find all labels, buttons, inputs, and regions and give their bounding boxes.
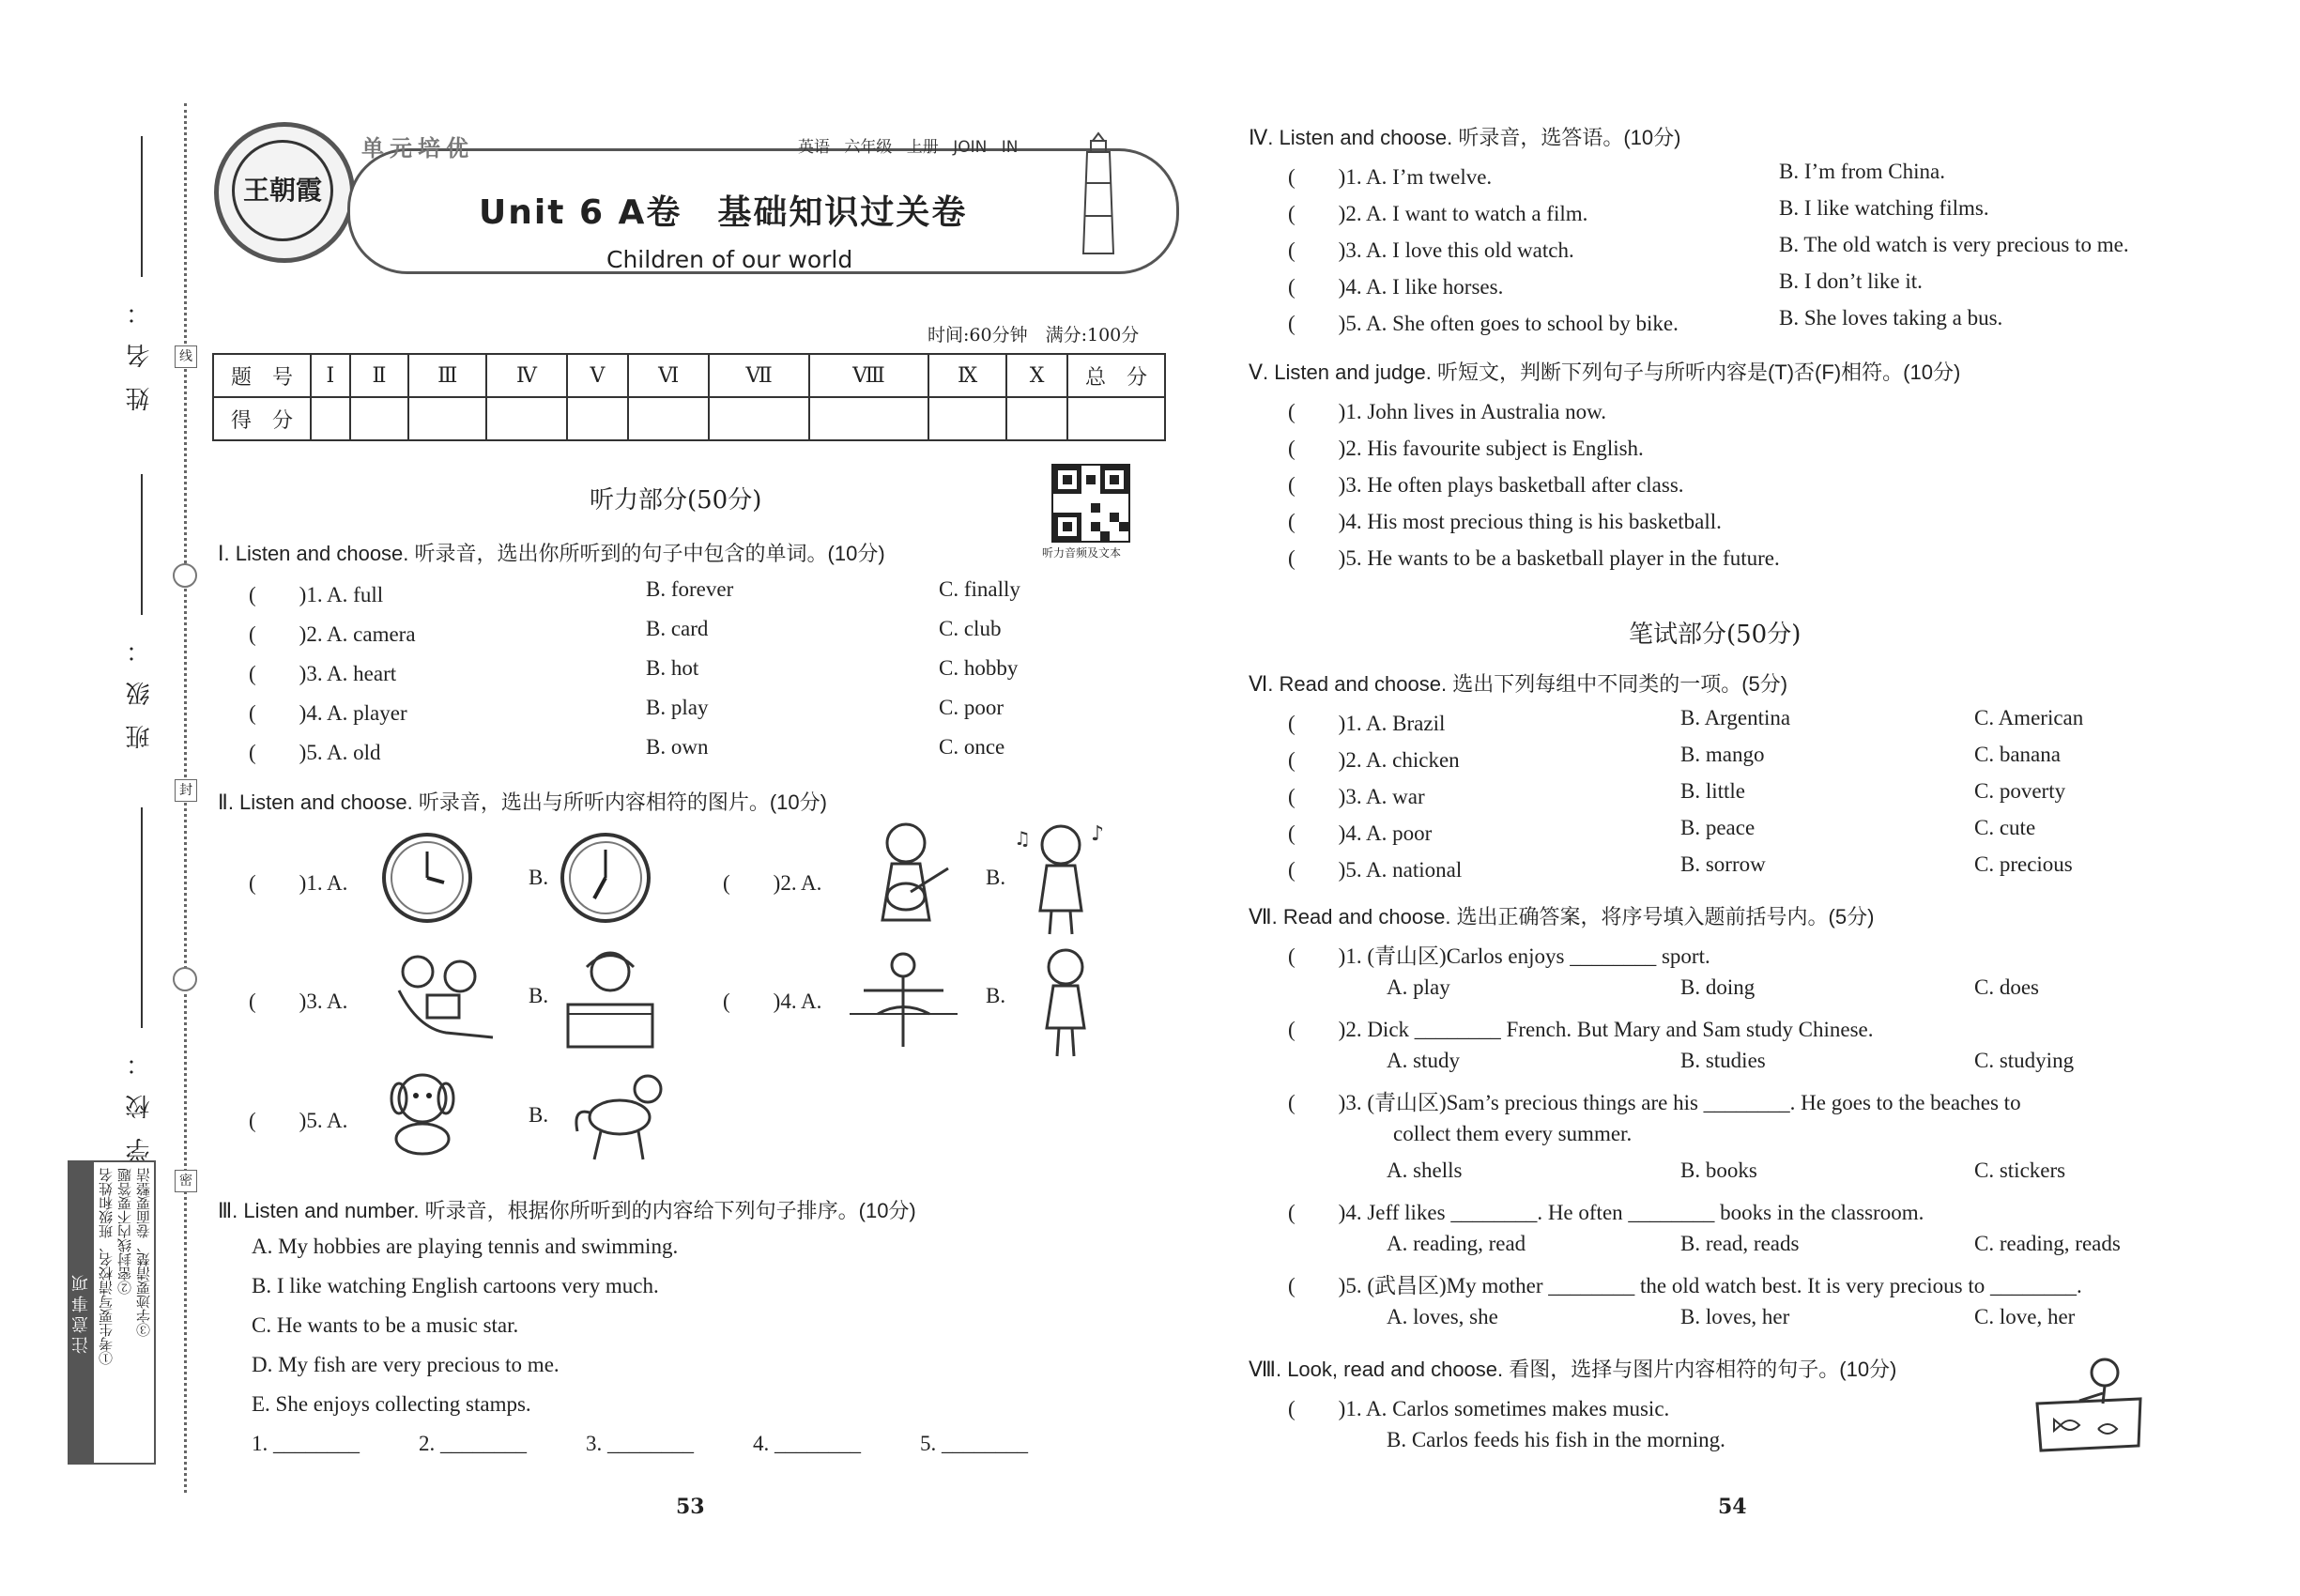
s1-q5: ( )5. A. old — [249, 741, 381, 764]
name-line — [141, 136, 143, 277]
s7-q3-b: B. books — [1680, 1159, 1757, 1182]
score-cell[interactable] — [408, 397, 486, 440]
score-table-header-row — [213, 354, 1165, 397]
s1-q1: ( )1. A. full — [249, 583, 384, 606]
s6-q3-b: B. little — [1680, 779, 1745, 803]
s1-q5-c: C. once — [939, 735, 1005, 759]
table-cell: Ⅶ — [709, 354, 809, 397]
book-meta: 英语 六年级 上册 JOIN IN — [798, 138, 1019, 157]
s6-q1: ( )1. A. Brazil — [1288, 712, 1446, 735]
s6-q5: ( )5. A. national — [1288, 858, 1463, 882]
s4-q4-a: ( )4. A. I like horses. — [1288, 275, 1504, 299]
table-cell: Ⅳ — [486, 354, 567, 397]
table-cell: 得 分 — [213, 397, 311, 440]
s6-q2-c: C. banana — [1974, 743, 2061, 766]
puppy-image — [380, 1066, 465, 1159]
svg-text:♫: ♫ — [1014, 827, 1031, 850]
s6-q5-c: C. precious — [1974, 852, 2073, 876]
table-cell: Ⅴ — [567, 354, 628, 397]
score-cell[interactable] — [567, 397, 628, 440]
series-label: 单元培优 — [361, 135, 474, 161]
score-table — [212, 353, 1166, 441]
s7-q5: ( )5. (武昌区)My mother ________ the old watch best. It is very precious to ________. — [1288, 1274, 2082, 1297]
s1-q3-c: C. hobby — [939, 656, 1019, 680]
s5-q3: ( )3. He often plays basketball after class. — [1288, 473, 1684, 497]
s1-q5-b: B. own — [646, 735, 709, 759]
s8-q1-a: ( )1. A. Carlos sometimes makes music. — [1288, 1397, 1670, 1420]
s4-q2-a: ( )2. A. I want to watch a film. — [1288, 202, 1588, 225]
s2-q5-b-label: B. — [529, 1103, 549, 1127]
s7-q1-a: A. play — [1387, 975, 1450, 999]
school-line — [141, 807, 143, 1028]
qr-code — [1051, 464, 1130, 543]
s2-q4-a-label: ( )4. A. — [723, 990, 822, 1013]
s6-q4-c: C. cute — [1974, 816, 2036, 839]
score-cell[interactable] — [311, 397, 350, 440]
score-cell[interactable] — [809, 397, 928, 440]
page-number-left: 53 — [676, 1495, 705, 1519]
ballet-dancer-image — [845, 948, 962, 1051]
s4-q1-b: B. I’m from China. — [1779, 160, 1945, 183]
s7-q1: ( )1. (青山区)Carlos enjoys ________ sport. — [1288, 944, 1710, 968]
girl-standing-image — [1033, 944, 1098, 1061]
s3-blank-4[interactable]: 4. ________ — [753, 1432, 861, 1455]
section-3-heading: Ⅲ. Listen and number. 听录音，根据你所听到的内容给下列句子排序。(10分) — [218, 1199, 916, 1222]
lighthouse-icon — [1080, 131, 1117, 258]
s5-q2: ( )2. His favourite subject is English. — [1288, 437, 1644, 460]
clock-image — [559, 831, 652, 925]
s7-q2-c: C. studying — [1974, 1049, 2075, 1072]
s1-q4: ( )4. A. player — [249, 701, 407, 725]
s2-q3-b-label: B. — [529, 984, 549, 1007]
table-cell: Ⅵ — [628, 354, 709, 397]
seal-circle-mark — [173, 563, 197, 588]
s4-q3-a: ( )3. A. I love this old watch. — [1288, 238, 1574, 262]
girl-singing-image — [1004, 817, 1117, 939]
s7-q1-b: B. doing — [1680, 975, 1756, 999]
score-cell[interactable] — [1006, 397, 1067, 440]
s2-q2-a-label: ( )2. A. — [723, 871, 822, 895]
s7-q3-a: A. shells — [1387, 1159, 1463, 1182]
s7-q1-c: C. does — [1974, 975, 2039, 999]
score-cell[interactable] — [350, 397, 408, 440]
score-table-score-row — [213, 397, 1165, 440]
section-5-heading: Ⅴ. Listen and judge. 听短文，判断下列句子与所听内容是(T)否(F)相符。(10分) — [1249, 361, 1961, 384]
school-label: 学校： — [126, 1033, 154, 1162]
s3-item-e: E. She enjoys collecting stamps. — [252, 1392, 531, 1416]
qr-code-icon — [1053, 466, 1128, 541]
section-1-heading: Ⅰ. Listen and choose. 听录音，选出你所听到的句子中包含的单词。(10分) — [218, 542, 885, 565]
s6-q2: ( )2. A. chicken — [1288, 748, 1460, 772]
notes-title: 注意事项 — [69, 1162, 94, 1463]
seal-char-mi: 密 — [175, 1170, 197, 1192]
s6-q3: ( )3. A. war — [1288, 785, 1425, 808]
s1-q2: ( )2. A. camera — [249, 622, 416, 646]
s3-blank-2[interactable]: 2. ________ — [419, 1432, 527, 1455]
s7-q2-a: A. study — [1387, 1049, 1460, 1072]
notes-box — [68, 1160, 156, 1465]
s6-q4-b: B. peace — [1680, 816, 1756, 839]
s7-q2-b: B. studies — [1680, 1049, 1766, 1072]
s7-q2: ( )2. Dick ________ French. But Mary and Sam study Chinese. — [1288, 1018, 1874, 1041]
s4-q1-a: ( )1. A. I’m twelve. — [1288, 165, 1493, 189]
table-cell: Ⅸ — [928, 354, 1006, 397]
s4-q5-b: B. She loves taking a bus. — [1779, 306, 2003, 330]
table-cell: 题 号 — [213, 354, 311, 397]
time-info: 时间:60分钟 满分:100分 — [928, 325, 1140, 345]
reading-people-image — [380, 944, 502, 1047]
s1-q4-c: C. poor — [939, 696, 1004, 719]
s3-blank-3[interactable]: 3. ________ — [586, 1432, 694, 1455]
s1-q3: ( )3. A. heart — [249, 662, 397, 685]
brand-logo — [214, 122, 355, 263]
boy-fish-tank-image — [2028, 1352, 2150, 1455]
writing-title: 笔试部分(50分) — [1629, 621, 1802, 649]
page-title: Unit 6 A卷 基础知识过关卷 — [479, 193, 968, 232]
s6-q5-b: B. sorrow — [1680, 852, 1766, 876]
pony-image — [568, 1066, 671, 1164]
seal-circle-mark — [173, 967, 197, 991]
s4-q5-a: ( )5. A. She often goes to school by bike. — [1288, 312, 1679, 335]
s5-q4: ( )4. His most precious thing is his basketball. — [1288, 510, 1722, 533]
name-label: 姓名： — [126, 282, 154, 411]
section-8-heading: Ⅷ. Look, read and choose. 看图，选择与图片内容相符的句子。(10分) — [1249, 1358, 1897, 1381]
s1-q1-b: B. forever — [646, 577, 734, 601]
class-line — [141, 474, 143, 615]
table-cell: Ⅹ — [1006, 354, 1067, 397]
s3-item-d: D. My fish are very precious to me. — [252, 1353, 560, 1376]
s3-item-a: A. My hobbies are playing tennis and swimming. — [252, 1235, 679, 1258]
s7-q5-b: B. loves, her — [1680, 1305, 1790, 1328]
note-2: ②密封线内不要答题 — [116, 1168, 133, 1295]
note-1: ①考生要写清校名、班级和姓名 — [98, 1168, 115, 1365]
s1-q1-c: C. finally — [939, 577, 1020, 601]
s7-q3-cont: collect them every summer. — [1393, 1122, 1633, 1145]
s1-q2-c: C. club — [939, 617, 1002, 640]
s1-q3-b: B. hot — [646, 656, 699, 680]
s4-q4-b: B. I don’t like it. — [1779, 269, 1923, 293]
s5-q1: ( )1. John lives in Australia now. — [1288, 400, 1607, 423]
section-6-heading: Ⅵ. Read and choose. 选出下列每组中不同类的一项。(5分) — [1249, 672, 1788, 696]
s5-q5: ( )5. He wants to be a basketball player in the future. — [1288, 546, 1780, 570]
class-label: 班级： — [126, 620, 154, 749]
s2-q2-b-label: B. — [986, 866, 1006, 889]
page-number-right: 54 — [1718, 1495, 1747, 1519]
s2-q3-a-label: ( )3. A. — [249, 990, 348, 1013]
table-cell: Ⅰ — [311, 354, 350, 397]
s4-q3-b: B. The old watch is very precious to me. — [1779, 233, 2129, 256]
s3-blank-5[interactable]: 5. ________ — [920, 1432, 1028, 1455]
s1-q2-b: B. card — [646, 617, 709, 640]
s1-q4-b: B. play — [646, 696, 709, 719]
s3-blank-1[interactable]: 1. ________ — [252, 1432, 360, 1455]
s7-q4-a: A. reading, read — [1387, 1232, 1526, 1255]
score-cell[interactable] — [928, 397, 1006, 440]
section-4-heading: Ⅳ. Listen and choose. 听录音，选答语。(10分) — [1249, 126, 1681, 149]
section-7-heading: Ⅶ. Read and choose. 选出正确答案，将序号填入题前括号内。(5分) — [1249, 905, 1875, 928]
s7-q5-a: A. loves, she — [1387, 1305, 1498, 1328]
table-cell: Ⅲ — [408, 354, 486, 397]
section-2-heading: Ⅱ. Listen and choose. 听录音，选出与所听内容相符的图片。(10分) — [218, 790, 827, 814]
s7-q4: ( )4. Jeff likes ________. He often ________ books in the classroom. — [1288, 1201, 1924, 1224]
s6-q2-b: B. mango — [1680, 743, 1765, 766]
girl-desk-image — [559, 944, 662, 1051]
s2-q4-b-label: B. — [986, 984, 1006, 1007]
listening-title: 听力部分(50分) — [590, 486, 762, 514]
girl-guitar-image — [854, 817, 958, 939]
s7-q3-c: C. stickers — [1974, 1159, 2066, 1182]
table-cell: 总 分 — [1067, 354, 1165, 397]
s8-q1-b: B. Carlos feeds his fish in the morning. — [1387, 1428, 1725, 1451]
s3-item-c: C. He wants to be a music star. — [252, 1313, 519, 1337]
s2-q1-a-label: ( )1. A. — [249, 871, 348, 895]
table-cell: Ⅱ — [350, 354, 408, 397]
s6-q1-c: C. American — [1974, 706, 2084, 729]
score-cell[interactable] — [709, 397, 809, 440]
table-cell: Ⅷ — [809, 354, 928, 397]
note-3: ③字迹要清楚、卷面要整洁 — [135, 1168, 152, 1337]
logo-text: 王朝霞 — [232, 140, 333, 241]
s2-q5-a-label: ( )5. A. — [249, 1109, 348, 1132]
clock-image — [380, 831, 474, 925]
qr-caption: 听力音频及文本 — [1042, 546, 1122, 560]
s3-item-b: B. I like watching English cartoons very much. — [252, 1274, 659, 1297]
s7-q5-c: C. love, her — [1974, 1305, 2076, 1328]
s7-q3: ( )3. (青山区)Sam’s precious things are his ________. He goes to the beaches to — [1288, 1091, 2021, 1114]
s7-q4-c: C. reading, reads — [1974, 1232, 2121, 1255]
seal-char-feng: 封 — [175, 779, 197, 802]
svg-text:♪: ♪ — [1091, 822, 1105, 846]
s6-q4: ( )4. A. poor — [1288, 821, 1433, 845]
page-subtitle: Children of our world — [606, 246, 853, 273]
s7-q4-b: B. read, reads — [1680, 1232, 1800, 1255]
score-cell[interactable] — [1067, 397, 1165, 440]
s4-q2-b: B. I like watching films. — [1779, 196, 1989, 220]
seal-char-xian: 线 — [175, 345, 197, 368]
s6-q3-c: C. poverty — [1974, 779, 2066, 803]
score-cell[interactable] — [486, 397, 567, 440]
score-cell[interactable] — [628, 397, 709, 440]
s6-q1-b: B. Argentina — [1680, 706, 1791, 729]
s2-q1-b-label: B. — [529, 866, 549, 889]
